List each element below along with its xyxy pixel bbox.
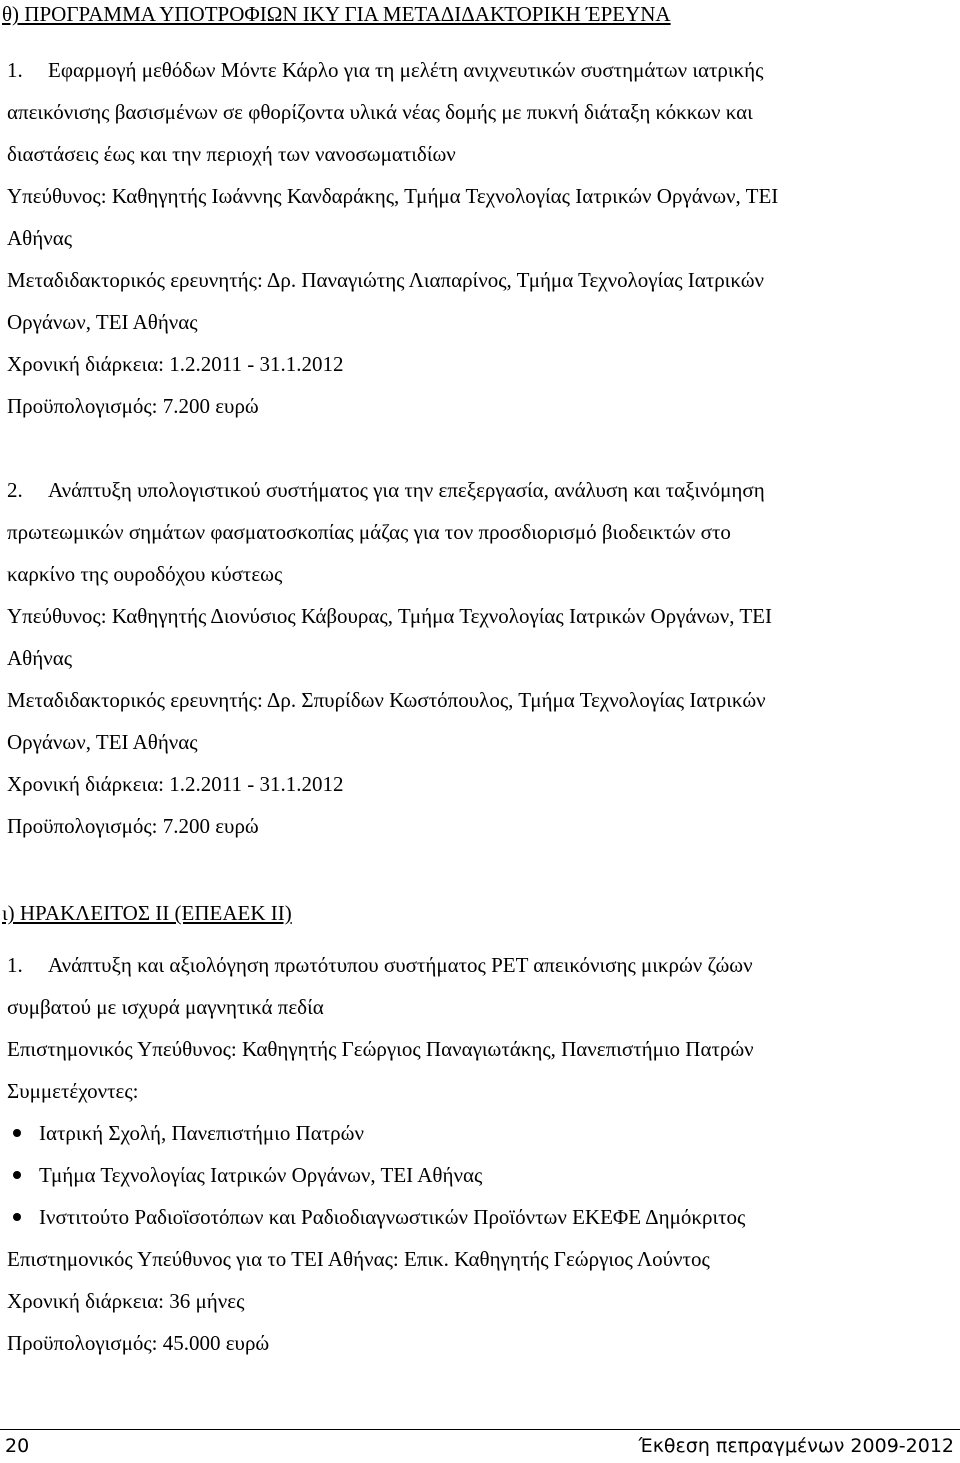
budget-line: Προϋπολογισμός: 7.200 ευρώ — [7, 814, 259, 838]
project-item — [7, 49, 957, 427]
item-number: 1. — [7, 58, 23, 82]
participants-list — [7, 1112, 957, 1238]
project-title-line: Εφαρμογή μεθόδων Μόντε Κάρλο για τη μελέτη ανιχνευτικών συστημάτων ιατρικής — [48, 58, 764, 82]
project-item — [7, 469, 957, 847]
report-title: Έκθεση πεπραγμένων 2009-2012 — [638, 1435, 954, 1457]
project-item — [7, 944, 957, 1364]
item-number: 1. — [7, 953, 23, 977]
duration-line: Χρονική διάρκεια: 1.2.2011 - 31.1.2012 — [7, 772, 344, 796]
project-title-line: διαστάσεις έως και την περιοχή των νανοσωματιδίων — [7, 142, 456, 166]
item-number: 2. — [7, 478, 23, 502]
project-title-line: πρωτεωμικών σημάτων φασματοσκοπίας μάζας για τον προσδιορισμό βιοδεικτών στο — [7, 520, 731, 544]
researcher-line: Μεταδιδακτορικός ερευνητής: Δρ. Παναγιώτης Λιαπαρίνος, Τμήμα Τεχνολογίας Ιατρικών — [7, 268, 765, 292]
duration-line: Χρονική διάρκεια: 36 μήνες — [7, 1289, 245, 1313]
participant-item: Ιατρική Σχολή, Πανεπιστήμιο Πατρών — [7, 1112, 957, 1154]
scientific-responsible-line: Επιστημονικός Υπεύθυνος: Καθηγητής Γεώργιος Παναγιωτάκης, Πανεπιστήμιο Πατρών — [7, 1037, 754, 1061]
responsible-line: Υπεύθυνος: Καθηγητής Διονύσιος Κάβουρας, Τμήμα Τεχνολογίας Ιατρικών Οργάνων, ΤΕΙ — [7, 604, 772, 628]
participants-label: Συμμετέχοντες: — [7, 1079, 139, 1103]
responsible-line: Αθήνας — [7, 226, 73, 250]
project-title-line: Ανάπτυξη υπολογιστικού συστήματος για την επεξεργασία, ανάλυση και ταξινόμηση — [48, 478, 765, 502]
section-heading-iota: ι) ΗΡΑΚΛΕΙΤΟΣ ΙΙ (ΕΠΕΑΕΚ ΙΙ) — [2, 901, 292, 925]
participant-item: Τμήμα Τεχνολογίας Ιατρικών Οργάνων, ΤΕΙ Αθήνας — [7, 1154, 957, 1196]
project-title-line: καρκίνο της ουροδόχου κύστεως — [7, 562, 283, 586]
page-number: 20 — [5, 1435, 30, 1457]
budget-line: Προϋπολογισμός: 45.000 ευρώ — [7, 1331, 270, 1355]
researcher-line: Οργάνων, ΤΕΙ Αθήνας — [7, 730, 198, 754]
duration-line: Χρονική διάρκεια: 1.2.2011 - 31.1.2012 — [7, 352, 344, 376]
section-heading-theta: θ) ΠΡΟΓΡΑΜΜΑ ΥΠΟΤΡΟΦΙΩΝ ΙΚΥ ΓΙΑ ΜΕΤΑΔΙΔΑΚΤΟΡΙΚΗ ΈΡΕΥΝΑ — [2, 2, 671, 26]
project-title-line: απεικόνισης βασισμένων σε φθορίζοντα υλικά νέας δομής με πυκνή διάταξη κόκκων και — [7, 100, 753, 124]
footer-divider — [0, 1429, 960, 1430]
budget-line: Προϋπολογισμός: 7.200 ευρώ — [7, 394, 259, 418]
project-title-line: Ανάπτυξη και αξιολόγηση πρωτότυπου συστήματος PET απεικόνισης μικρών ζώων — [48, 953, 753, 977]
project-title-line: συμβατού με ισχυρά μαγνητικά πεδία — [7, 995, 324, 1019]
responsible-line: Υπεύθυνος: Καθηγητής Ιωάννης Κανδαράκης, Τμήμα Τεχνολογίας Ιατρικών Οργάνων, ΤΕΙ — [7, 184, 779, 208]
researcher-line: Μεταδιδακτορικός ερευνητής: Δρ. Σπυρίδων Κωστόπουλος, Τμήμα Τεχνολογίας Ιατρικών — [7, 688, 766, 712]
researcher-line: Οργάνων, ΤΕΙ Αθήνας — [7, 310, 198, 334]
tei-responsible-line: Επιστημονικός Υπεύθυνος για το ΤΕΙ Αθήνας: Επικ. Καθηγητής Γεώργιος Λούντος — [7, 1247, 710, 1271]
responsible-line: Αθήνας — [7, 646, 73, 670]
participant-item: Ινστιτούτο Ραδιοϊσοτόπων και Ραδιοδιαγνωστικών Προϊόντων ΕΚΕΦΕ Δημόκριτος — [7, 1196, 957, 1238]
